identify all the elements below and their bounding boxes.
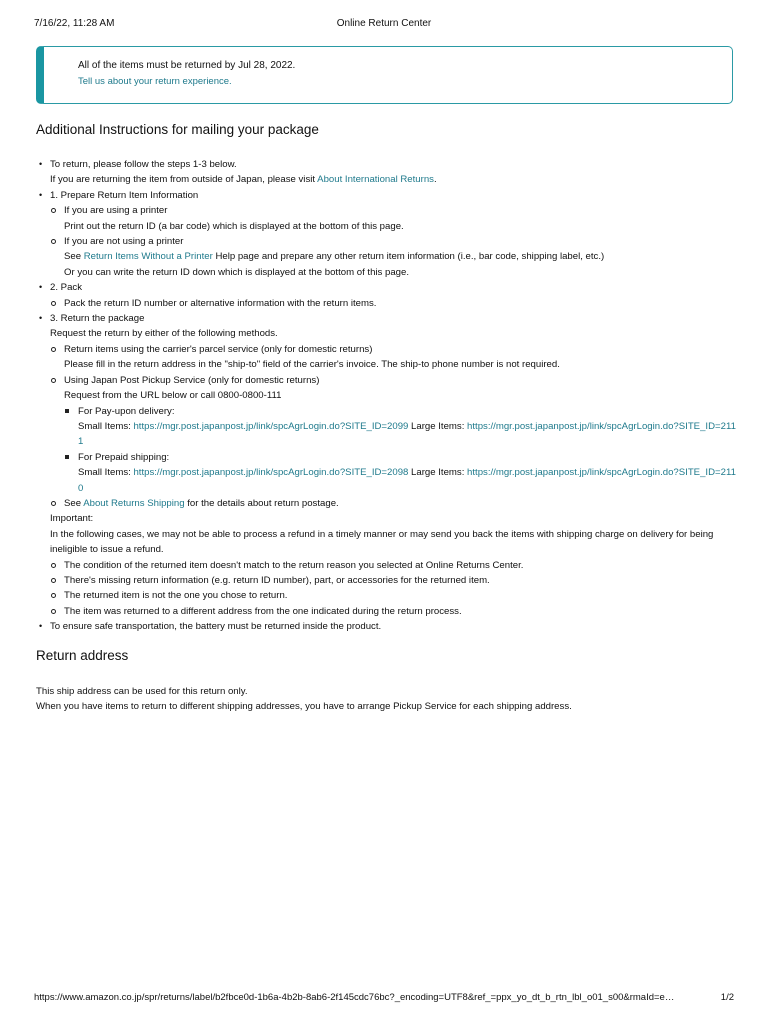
list-item xyxy=(50,234,736,280)
case-text: There's missing return information (e.g. return ID number), part, or accessories for the returned item. xyxy=(64,574,490,586)
list-item xyxy=(50,588,736,603)
page-url: https://www.amazon.co.jp/spr/returns/label/b2fbce0d-1b6a-4b2b-8ab6-2f145cdc76bc?_encoding=UTF8&ref_=ppx_yo_dt_b_rtn_lbl_o01_s00&rmaId=e… xyxy=(34,992,675,1003)
step-1-title: • 1. Prepare Return Item Information xyxy=(50,189,199,201)
printer-title: If you are using a printer xyxy=(64,205,168,217)
important-text: In the following cases, we may not be able to process a refund in a timely manner or may send you back the items with shipping charge on delivery for being ineligible to issue a refund. xyxy=(50,528,714,556)
intl-returns-note xyxy=(50,172,736,187)
shipping-see: See xyxy=(64,497,84,509)
shipping-note xyxy=(64,496,736,511)
step-1 xyxy=(36,188,736,280)
printer-text: Print out the return ID (a bar code) which is displayed at the bottom of this page. xyxy=(64,220,404,232)
pay-upon-large-label: Large Items: xyxy=(408,420,468,432)
step-3-options xyxy=(50,342,736,511)
carrier-text: Please fill in the return address in the "ship-to" field of the carrier's invoice. The ship-to phone number is not required. xyxy=(64,359,560,371)
japan-post-title: Using Japan Post Pickup Service (only for domestic returns) xyxy=(64,374,320,386)
noprinter-see: See xyxy=(64,251,84,263)
japan-post-options xyxy=(64,404,736,496)
instructions-list xyxy=(36,157,736,635)
step-2-options xyxy=(50,296,736,311)
important-label: Important: xyxy=(50,513,94,525)
case-text: The returned item is not the one you chose to return. xyxy=(64,590,288,602)
list-item xyxy=(50,203,736,234)
list-item xyxy=(50,558,736,573)
step-2-text: Pack the return ID number or alternative information with the return items. xyxy=(64,297,377,309)
return-without-printer-link[interactable]: Return Items Without a Printer xyxy=(83,251,213,263)
japan-post-text: Request from the URL below or call 0800-0800-111 xyxy=(64,390,282,402)
list-item xyxy=(50,373,736,496)
pay-upon-title: For Pay-upon delivery: xyxy=(78,405,175,417)
pay-upon-small-link[interactable]: https://mgr.post.japanpost.jp/link/spcAgrLogin.do?SITE_ID=2099 xyxy=(133,420,409,432)
return-address-text xyxy=(36,684,572,715)
print-datetime: 7/16/22, 11:28 AM xyxy=(34,18,115,29)
prepaid-large-link[interactable]: https://mgr.post.japanpost.jp/link/spcAgrLogin.do?SITE_ID=2110 xyxy=(78,467,736,494)
shipping-suffix: for the details about return postage. xyxy=(184,497,339,509)
list-item xyxy=(50,496,736,511)
case-text: The condition of the returned item doesn't match to the return reason you selected at Online Returns Center. xyxy=(64,559,524,571)
step-3 xyxy=(36,311,736,619)
instructions-heading: Additional Instructions for mailing your package xyxy=(36,122,319,137)
prepaid-urls xyxy=(78,465,736,496)
pay-upon-small-label: Small Items: xyxy=(78,420,134,432)
list-item xyxy=(50,342,736,373)
case-text: The item was returned to a different address from the one indicated during the return process. xyxy=(64,605,462,617)
list-item xyxy=(50,296,736,311)
pay-upon-urls xyxy=(78,419,736,450)
step-3-title: • 3. Return the package xyxy=(50,313,145,325)
feedback-link[interactable]: Tell us about your return experience. xyxy=(78,76,232,87)
list-item xyxy=(64,450,736,496)
return-address-heading: Return address xyxy=(36,648,129,663)
list-item xyxy=(64,404,736,450)
intl-suffix: . xyxy=(433,174,437,186)
carrier-title: Return items using the carrier's parcel service (only for domestic returns) xyxy=(64,343,373,355)
noprinter-text xyxy=(64,249,736,264)
international-returns-link[interactable]: About International Returns xyxy=(317,174,434,186)
step-3-intro: Request the return by either of the following methods. xyxy=(50,328,278,340)
battery-text: To ensure safe transportation, the battery must be returned inside the product. xyxy=(50,621,382,633)
print-header xyxy=(34,18,734,32)
list-item xyxy=(36,157,736,188)
prepaid-large-label: Large Items: xyxy=(408,467,468,479)
return-deadline-message: All of the items must be returned by Jul 28, 2022. xyxy=(78,60,296,71)
step-2 xyxy=(36,280,736,311)
page-number: 1/2 xyxy=(720,992,734,1003)
list-item xyxy=(50,573,736,588)
step-2-title: • 2. Pack xyxy=(50,282,82,294)
prepaid-title: For Prepaid shipping: xyxy=(78,451,170,463)
returns-shipping-link[interactable]: About Returns Shipping xyxy=(83,497,185,509)
print-page-title: Online Return Center xyxy=(336,18,432,29)
battery-note xyxy=(36,619,736,634)
return-deadline-alert xyxy=(36,46,733,104)
pay-upon-large-link[interactable]: https://mgr.post.japanpost.jp/link/spcAgrLogin.do?SITE_ID=2111 xyxy=(78,420,736,448)
return-address-line-1: This ship address can be used for this return only. xyxy=(36,686,248,697)
prepaid-small-label: Small Items: xyxy=(78,467,134,479)
instructions-content xyxy=(36,157,736,635)
prepaid-small-link[interactable]: https://mgr.post.japanpost.jp/link/spcAgrLogin.do?SITE_ID=2098 xyxy=(133,467,409,479)
noprinter-title: If you are not using a printer xyxy=(64,236,184,248)
step-1-options xyxy=(50,203,736,280)
step-intro: • To return, please follow the steps 1-3 below. xyxy=(50,159,237,170)
list-item xyxy=(50,604,736,619)
noprinter-rest: Help page and prepare any other return item information (i.e., bar code, shipping label, etc.) xyxy=(212,251,605,263)
noprinter-alt: Or you can write the return ID down which is displayed at the bottom of this page. xyxy=(64,266,410,278)
intl-prefix: If you are returning the item from outside of Japan, please visit xyxy=(50,174,318,186)
return-address-line-2: When you have items to return to different shipping addresses, you have to arrange Pickup Service for each shipping address. xyxy=(36,701,572,713)
refund-cases xyxy=(50,558,736,620)
